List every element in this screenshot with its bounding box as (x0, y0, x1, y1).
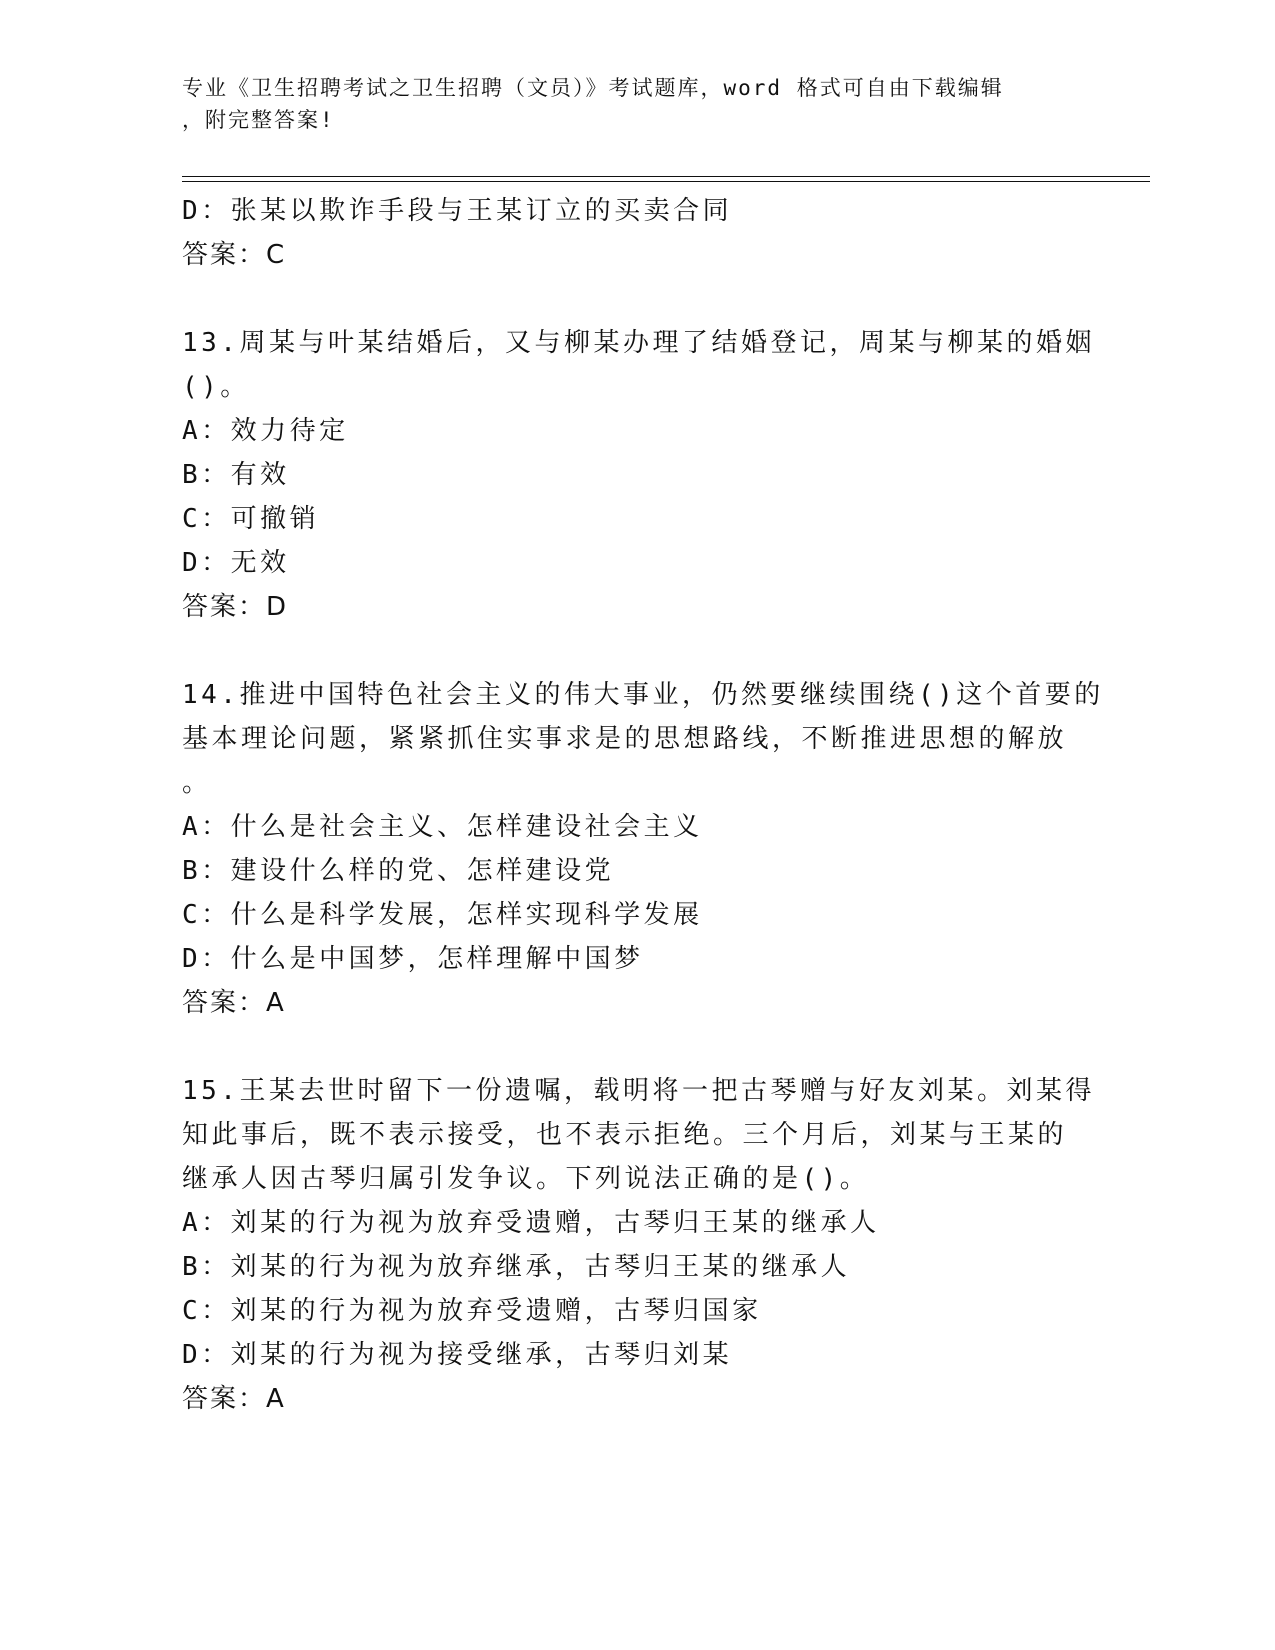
answer-line: 答案：A (182, 988, 286, 1018)
spacer (182, 629, 1082, 673)
question-13 (182, 321, 1095, 629)
answer-line: 答案：D (182, 592, 289, 622)
option-a: A：刘某的行为视为放弃受遗赠，古琴归王某的继承人 (182, 1208, 880, 1238)
header-line-2: ，附完整答案! (182, 108, 335, 132)
spacer (182, 277, 1082, 321)
carryover-answer: 答案：C (182, 240, 287, 270)
option-b: B：有效 (182, 460, 290, 490)
document-body (182, 189, 1104, 1421)
question-stem-line: 基本理论问题，紧紧抓住实事求是的思想路线，不断推进思想的解放 (182, 724, 1068, 754)
option-d: D：无效 (182, 548, 290, 578)
option-b: B：刘某的行为视为放弃继承，古琴归王某的继承人 (182, 1252, 851, 1282)
question-14 (182, 673, 1104, 1025)
header-rule-bottom (182, 181, 1150, 182)
option-c: C：什么是科学发展，怎样实现科学发展 (182, 900, 703, 930)
header-line-1: 专业《卫生招聘考试之卫生招聘（文员）》考试题库，word 格式可自由下载编辑 (182, 76, 1004, 100)
question-stem-line: 。 (182, 768, 212, 798)
option-d: D：什么是中国梦，怎样理解中国梦 (182, 944, 644, 974)
option-b: B：建设什么样的党、怎样建设党 (182, 856, 615, 886)
question-stem-line: ()。 (182, 372, 250, 402)
question-stem-line: 15.王某去世时留下一份遗嘱，载明将一把古琴赠与好友刘某。刘某得 (182, 1076, 1095, 1106)
option-c: C：刘某的行为视为放弃受遗赠，古琴归国家 (182, 1296, 762, 1326)
option-a: A：效力待定 (182, 416, 349, 446)
question-stem-line: 13.周某与叶某结婚后，又与柳某办理了结婚登记，周某与柳某的婚姻 (182, 328, 1095, 358)
option-a: A：什么是社会主义、怎样建设社会主义 (182, 812, 703, 842)
header-rule-top (182, 176, 1150, 177)
question-15 (182, 1069, 1095, 1421)
question-stem-line: 继承人因古琴归属引发争议。下列说法正确的是()。 (182, 1164, 870, 1194)
question-stem-line: 14.推进中国特色社会主义的伟大事业，仍然要继续围绕()这个首要的 (182, 680, 1104, 710)
option-c: C：可撤销 (182, 504, 320, 534)
spacer (182, 1025, 1082, 1069)
answer-line: 答案：A (182, 1384, 286, 1414)
carryover-option-d: D：张某以欺诈手段与王某订立的买卖合同 (182, 196, 733, 226)
question-stem-line: 知此事后，既不表示接受，也不表示拒绝。三个月后，刘某与王某的 (182, 1120, 1068, 1150)
option-d: D：刘某的行为视为接受继承，古琴归刘某 (182, 1340, 733, 1370)
document-header (182, 72, 1042, 136)
